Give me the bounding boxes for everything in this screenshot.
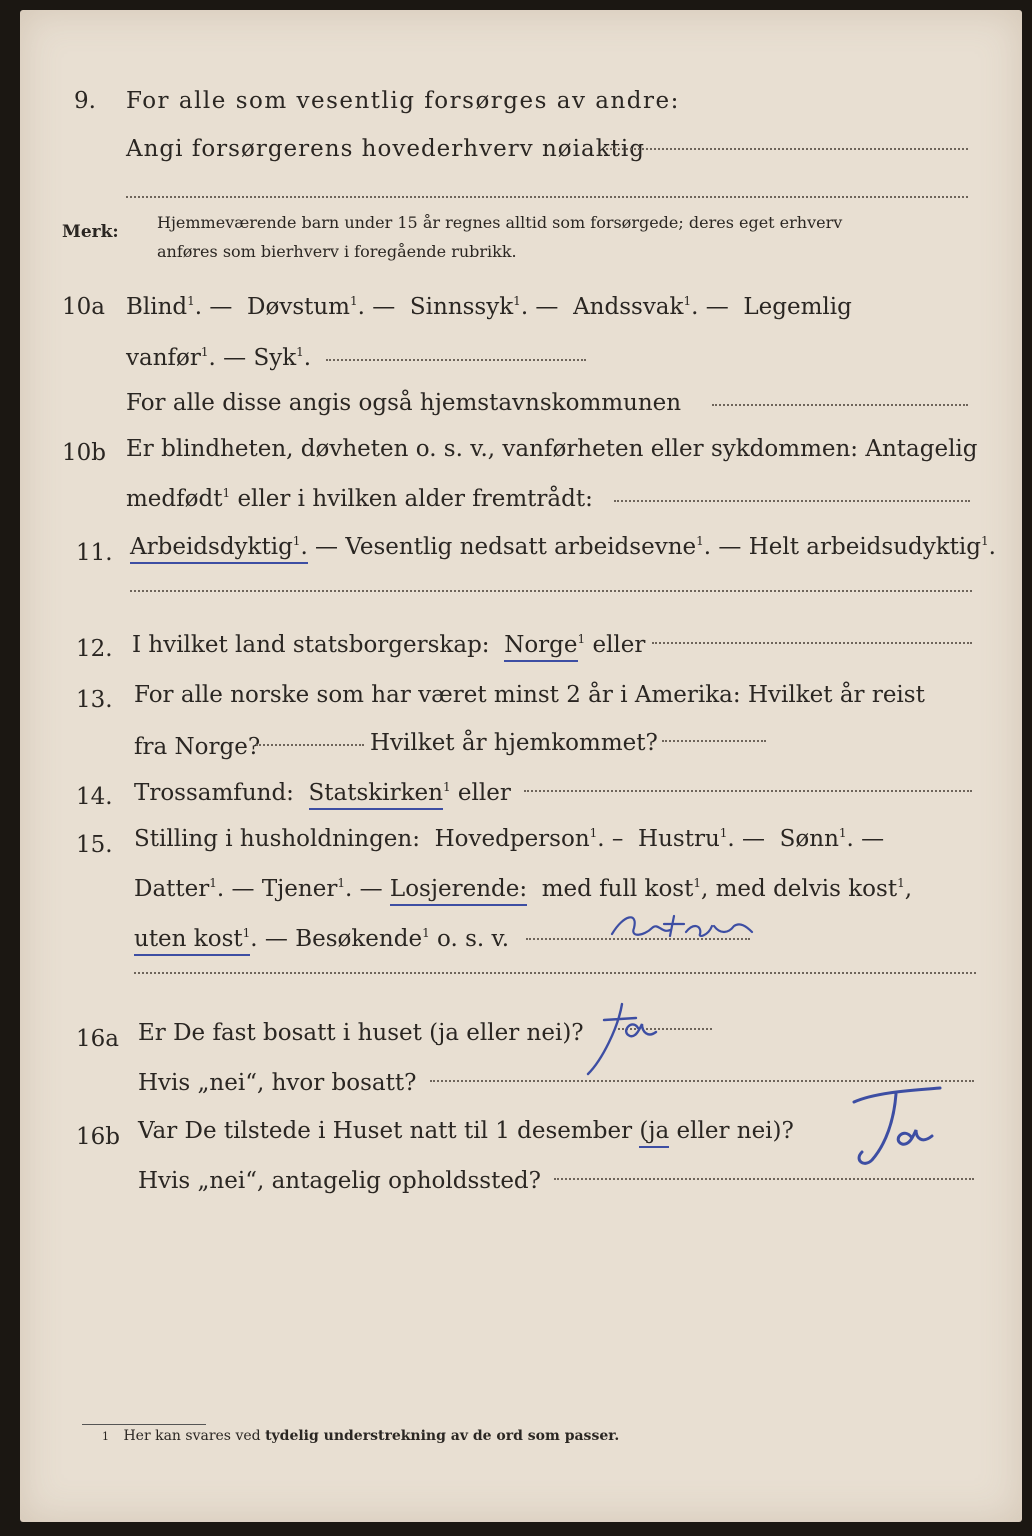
q10a-line1: Blind$^1$. — Døvstum$^1$. — Sinnssyk$^1$. — Andssvak$^1$. — Legemlig — [126, 294, 852, 320]
q9-line2: Angi forsørgerens hovederhverv nøiaktig — [126, 136, 645, 162]
q14-answer-line[interactable] — [524, 790, 972, 792]
footnote-bold-text: tydelig understrekning av de ord som passer. — [265, 1428, 620, 1444]
q10a-answer-line[interactable] — [326, 359, 586, 361]
option-helt-udyktig[interactable]: Helt arbeidsudyktig — [748, 534, 981, 560]
q13-hjemkommet: Hvilket år hjemkommet? — [370, 730, 658, 756]
footnote-rule — [82, 1424, 206, 1425]
q16b-text-b: eller nei)? — [676, 1118, 794, 1144]
q15-osv: o. s. v. — [437, 926, 510, 952]
option-vesentlig-nedsatt[interactable]: Vesentlig nedsatt arbeidsevne — [345, 534, 697, 560]
q13-reist-line[interactable] — [256, 744, 364, 746]
q16b-line2: Hvis „nei“, antagelig opholdssted? — [138, 1168, 541, 1194]
q10b-line2: medfødt$^1$ eller i hvilken alder fremtrådt: — [126, 486, 593, 512]
footnote-number: 1 — [102, 1430, 109, 1443]
q16b-number: 16b — [76, 1124, 120, 1150]
option-statskirken[interactable]: Statskirken — [309, 780, 443, 810]
q15-number: 15. — [76, 832, 113, 858]
option-full-kost[interactable]: med full kost — [541, 876, 694, 902]
q15-line1: Stilling i husholdningen: Hovedperson$^1$. – Hustru$^1$. — Sønn$^1$. — — [134, 826, 885, 852]
q15-line3: uten kost$^1$. — Besøkende$^1$ o. s. v. — [134, 928, 509, 951]
q9-line1: For alle som vesentlig forsørges av andre: — [126, 88, 680, 114]
option-uten-kost[interactable]: uten kost$^1$ — [134, 926, 250, 956]
option-arbeidsdyktig[interactable]: Arbeidsdyktig$^1$. — [130, 534, 308, 564]
option-blind[interactable]: Blind — [126, 294, 188, 320]
option-hovedperson[interactable]: Hovedperson — [434, 826, 590, 852]
q10a-number: 10a — [62, 294, 105, 320]
option-tjener[interactable]: Tjener — [261, 876, 338, 902]
option-sinnssyk[interactable]: Sinnssyk — [409, 294, 514, 320]
option-besokende[interactable]: Besøkende — [295, 926, 423, 952]
handwritten-answer-ja-16b — [836, 1080, 956, 1170]
merk-line2: anføres som bierhverv i foregående rubrikk. — [157, 242, 517, 261]
q16b-opholdssted-line[interactable] — [554, 1178, 974, 1180]
q12-text: I hvilket land statsborgerskap: — [132, 632, 490, 658]
q14-eller: eller — [457, 780, 511, 806]
option-andssvak[interactable]: Andssvak — [573, 294, 684, 320]
option-medfodt[interactable]: medfødt — [126, 486, 223, 512]
option-legemlig[interactable]: Legemlig — [743, 294, 852, 320]
q16a-number: 16a — [76, 1026, 119, 1052]
q11-answer-line[interactable] — [130, 590, 972, 592]
option-vanfor[interactable]: vanfør — [126, 345, 201, 371]
option-delvis-kost[interactable]: med delvis kost — [715, 876, 898, 902]
handwritten-answer-ja-16a — [582, 998, 682, 1078]
option-sonn[interactable]: Sønn — [779, 826, 839, 852]
q12-answer-line[interactable] — [652, 642, 972, 644]
merk-line1: Hjemmeværende barn under 15 år regnes alltid som forsørgede; deres eget erhverv — [157, 213, 843, 232]
handwritten-answer-losjerer — [604, 904, 764, 954]
q16a-line2: Hvis „nei“, hvor bosatt? — [138, 1070, 417, 1096]
q15-line2: Datter$^1$. — Tjener$^1$. — Losjerende: med full kost$^1$, med delvis kost$^1$, — [134, 878, 912, 901]
q13-line1: For alle norske som har været minst 2 år i Amerika: Hvilket år reist — [134, 682, 925, 708]
option-hustru[interactable]: Hustru — [638, 826, 720, 852]
q9-answer-line-2[interactable] — [126, 196, 968, 198]
q10a-hjemstavn-line[interactable] — [712, 404, 968, 406]
q16a-line1: Er De fast bosatt i huset (ja eller nei)? — [138, 1020, 584, 1046]
q12-number: 12. — [76, 636, 113, 662]
q16b-text-a: Var De tilstede i Huset natt til 1 desember — [138, 1118, 633, 1144]
q14-number: 14. — [76, 784, 113, 810]
option-losjerende[interactable]: Losjerende: — [390, 876, 527, 906]
q10b-answer-line[interactable] — [614, 500, 970, 502]
q10a-line2: vanfør$^1$. — Syk$^1$. — [126, 345, 312, 371]
footnote — [102, 1428, 619, 1444]
q13-number: 13. — [76, 687, 113, 713]
q10b-line1: Er blindheten, døvheten o. s. v., vanførheten eller sykdommen: Antagelig — [126, 436, 978, 462]
q13-fra-norge: fra Norge? — [134, 734, 261, 760]
q12-eller: eller — [592, 632, 646, 658]
q11-line: Arbeidsdyktig$^1$. — Vesentlig nedsatt arbeidsevne$^1$. — Helt arbeidsudyktig$^1$. — [130, 536, 996, 559]
q16b-line1 — [138, 1120, 794, 1143]
q9-number: 9. — [74, 88, 96, 114]
q14-text: Trossamfund: — [134, 780, 294, 806]
option-dovstum[interactable]: Døvstum — [247, 294, 350, 320]
q13-hjemkommet-line[interactable] — [662, 740, 766, 742]
option-ja-16b[interactable]: (ja — [639, 1118, 669, 1148]
merk-label: Merk: — [62, 222, 119, 242]
q12-line: I hvilket land statsborgerskap: Norge$^1$ eller — [132, 634, 645, 657]
option-syk[interactable]: Syk — [253, 345, 297, 371]
q10a-line3: For alle disse angis også hjemstavnskommunen — [126, 390, 682, 416]
q14-line: Trossamfund: Statskirken$^1$ eller — [134, 782, 511, 805]
q11-number: 11. — [76, 540, 113, 566]
q9-answer-line[interactable] — [606, 148, 968, 150]
census-form-page — [20, 10, 1022, 1522]
q15-stilling: Stilling i husholdningen: — [134, 826, 420, 852]
option-norge[interactable]: Norge — [504, 632, 577, 662]
footnote-text: Her kan svares ved — [123, 1428, 261, 1444]
option-datter[interactable]: Datter — [134, 876, 210, 902]
q10b-line2-text: eller i hvilken alder fremtrådt: — [237, 486, 593, 512]
q15-answer-line-2[interactable] — [134, 972, 976, 974]
q10b-number: 10b — [62, 440, 106, 466]
